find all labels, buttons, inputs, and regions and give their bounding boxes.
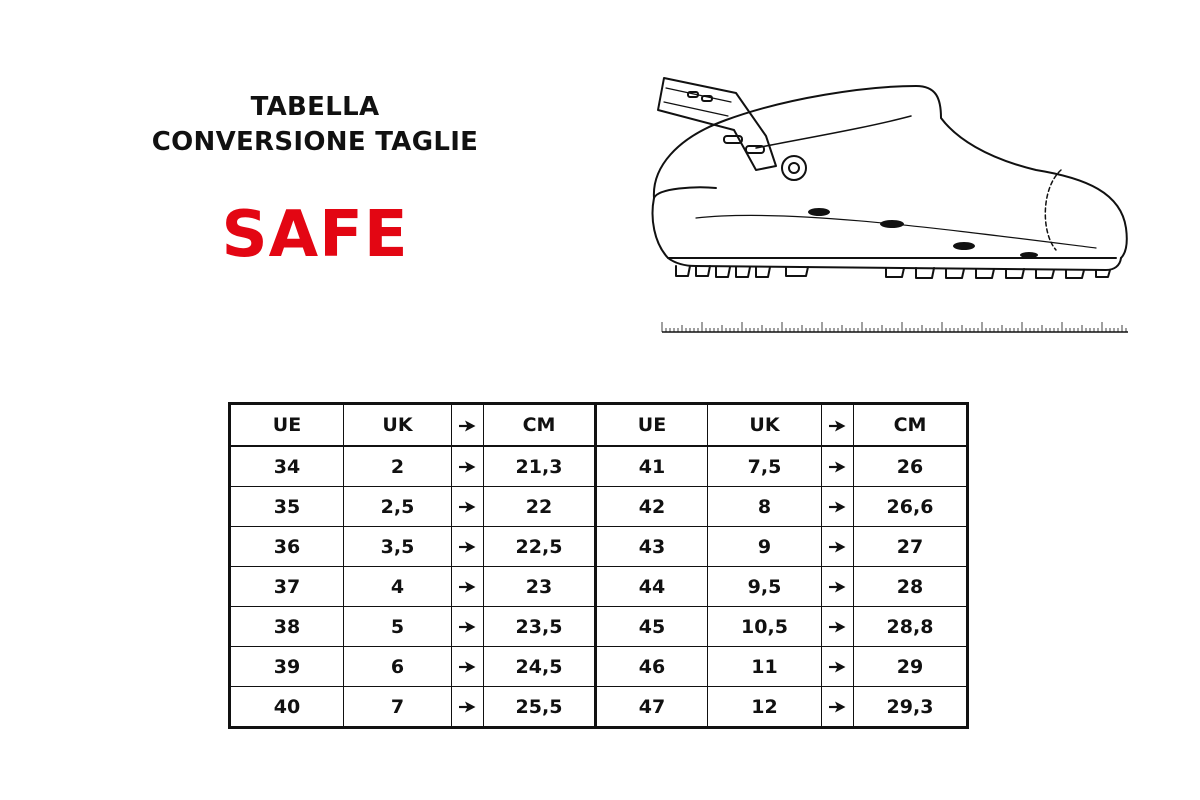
cell-uk-left: 4 — [344, 567, 452, 607]
cell-uk-left: 2,5 — [344, 487, 452, 527]
cell-uk-right: 9 — [708, 527, 822, 567]
header-ue-right: UE — [596, 404, 708, 447]
cell-arrow-right — [822, 487, 854, 527]
cell-ue-left: 39 — [230, 647, 344, 687]
header-arrow-right — [822, 404, 854, 447]
brand-name: SAFE — [221, 198, 409, 272]
cell-cm-right: 26 — [854, 446, 968, 487]
table-row — [230, 607, 968, 647]
cell-cm-left: 21,3 — [484, 446, 596, 487]
table-header-row — [230, 404, 968, 447]
cell-uk-right: 8 — [708, 487, 822, 527]
table-row — [230, 567, 968, 607]
title-line-2: CONVERSIONE TAGLIE — [151, 127, 479, 157]
cell-cm-right: 29,3 — [854, 687, 968, 728]
cell-arrow-left — [452, 527, 484, 567]
arrow-right-icon — [459, 696, 476, 718]
arrow-right-icon — [829, 414, 846, 436]
title-line-1: TABELLA — [250, 92, 380, 122]
arrow-right-icon — [829, 616, 846, 638]
cell-arrow-right — [822, 567, 854, 607]
cell-cm-left: 23,5 — [484, 607, 596, 647]
cell-uk-left: 7 — [344, 687, 452, 728]
cell-ue-right: 43 — [596, 527, 708, 567]
arrow-right-icon — [829, 456, 846, 478]
cell-arrow-right — [822, 607, 854, 647]
table-row — [230, 687, 968, 728]
header-cm-right: CM — [854, 404, 968, 447]
arrow-right-icon — [459, 456, 476, 478]
cell-ue-right: 44 — [596, 567, 708, 607]
cell-cm-right: 26,6 — [854, 487, 968, 527]
cell-uk-right: 7,5 — [708, 446, 822, 487]
cell-arrow-left — [452, 567, 484, 607]
size-conversion-table — [228, 402, 969, 729]
cell-cm-right: 28 — [854, 567, 968, 607]
arrow-right-icon — [459, 536, 476, 558]
arrow-right-icon — [829, 696, 846, 718]
cell-ue-left: 35 — [230, 487, 344, 527]
cell-cm-left: 25,5 — [484, 687, 596, 728]
arrow-right-icon — [829, 496, 846, 518]
arrow-right-icon — [829, 656, 846, 678]
cell-ue-right: 42 — [596, 487, 708, 527]
arrow-right-icon — [459, 414, 476, 436]
cell-uk-left: 3,5 — [344, 527, 452, 567]
arrow-right-icon — [459, 576, 476, 598]
cell-cm-left: 22 — [484, 487, 596, 527]
table-row — [230, 527, 968, 567]
header-ue-left: UE — [230, 404, 344, 447]
cell-ue-left: 37 — [230, 567, 344, 607]
cell-cm-right: 27 — [854, 527, 968, 567]
header-arrow-left — [452, 404, 484, 447]
cell-ue-right: 45 — [596, 607, 708, 647]
cell-ue-right: 46 — [596, 647, 708, 687]
arrow-right-icon — [829, 536, 846, 558]
cell-uk-right: 9,5 — [708, 567, 822, 607]
cell-ue-left: 36 — [230, 527, 344, 567]
ruler-icon — [660, 318, 1130, 336]
table-row — [230, 647, 968, 687]
cell-ue-right: 41 — [596, 446, 708, 487]
cell-ue-left: 34 — [230, 446, 344, 487]
cell-arrow-right — [822, 687, 854, 728]
title-block — [100, 90, 530, 270]
cell-ue-left: 38 — [230, 607, 344, 647]
cell-arrow-left — [452, 487, 484, 527]
cell-uk-left: 2 — [344, 446, 452, 487]
arrow-right-icon — [459, 656, 476, 678]
header-uk-right: UK — [708, 404, 822, 447]
cell-arrow-left — [452, 446, 484, 487]
cell-cm-right: 28,8 — [854, 607, 968, 647]
arrow-right-icon — [459, 616, 476, 638]
table-row — [230, 446, 968, 487]
cell-uk-left: 6 — [344, 647, 452, 687]
table-row — [230, 487, 968, 527]
arrow-right-icon — [829, 576, 846, 598]
cell-uk-left: 5 — [344, 607, 452, 647]
cell-uk-right: 11 — [708, 647, 822, 687]
cell-arrow-left — [452, 687, 484, 728]
cell-arrow-right — [822, 446, 854, 487]
cell-arrow-left — [452, 607, 484, 647]
cell-ue-left: 40 — [230, 687, 344, 728]
cell-cm-left: 22,5 — [484, 527, 596, 567]
cell-cm-right: 29 — [854, 647, 968, 687]
cell-cm-left: 24,5 — [484, 647, 596, 687]
cell-uk-right: 12 — [708, 687, 822, 728]
header-cm-left: CM — [484, 404, 596, 447]
cell-uk-right: 10,5 — [708, 607, 822, 647]
table-body — [230, 446, 968, 728]
cell-arrow-left — [452, 647, 484, 687]
cell-cm-left: 23 — [484, 567, 596, 607]
arrow-right-icon — [459, 496, 476, 518]
cell-arrow-right — [822, 527, 854, 567]
cell-ue-right: 47 — [596, 687, 708, 728]
header-uk-left: UK — [344, 404, 452, 447]
clog-shoe-icon — [636, 58, 1136, 298]
cell-arrow-right — [822, 647, 854, 687]
